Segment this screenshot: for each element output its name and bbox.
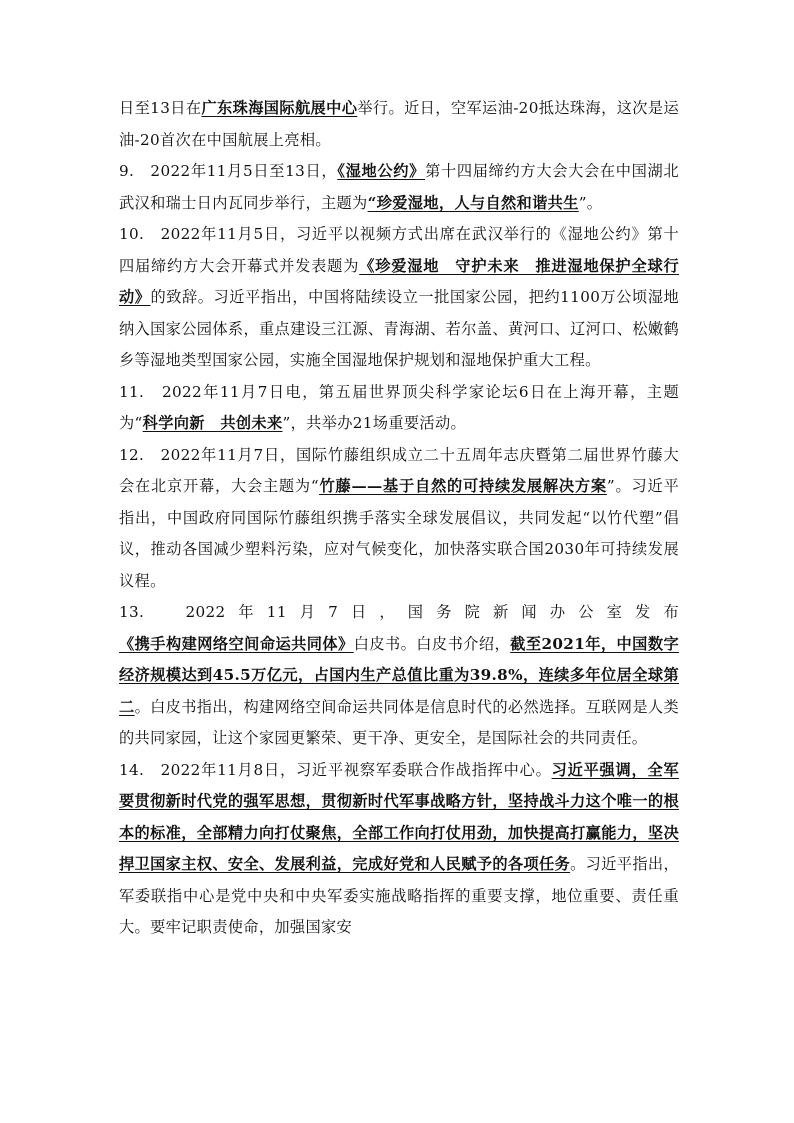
paragraph-0: [119, 93, 679, 156]
body-text: 14. 2022年11月8日，习近平视察军委联合作战指挥中心。: [119, 760, 552, 779]
body-text: 举行。近日，空军运油-20抵达珠海，这次是运油-20首次在中国航展上亮相。: [119, 99, 679, 149]
paragraph-6: [119, 755, 679, 944]
body-text: 11. 2022年11月7日电，第五届世界顶尖科学家论坛6日在上海开幕，主题为“: [119, 382, 679, 432]
body-text: 第十四届缔约方大会大会在中国湖北武汉和瑞士日内瓦同步举行，主题为: [119, 162, 679, 212]
body-text: 12. 2022年11月7日，国际竹藤组织成立二十五周年志庆暨第二届世界竹藤大会在北京开幕，大会主题为“: [119, 445, 679, 495]
body-text: 的致辞。习近平指出，中国将陆续设立一批国家公园，把约1100万公顷湿地纳入国家公园体系，重点建设三江源、青海湖、若尔盖、黄河口、辽河口、松嫩鹤乡等湿地类型国家公园，实施全国湿地保护规划和湿地保护重大工程。: [119, 288, 679, 369]
emphasized-text: 《湿地公约》: [337, 162, 426, 180]
paragraph-1: [119, 156, 679, 219]
paragraph-4: [119, 440, 679, 598]
body-text: ”，共举办21场重要活动。: [282, 414, 467, 432]
emphasized-text: 《携手构建网络空间命运共同体》: [119, 634, 354, 653]
emphasized-text: 竹藤——基于自然的可持续发展解决方案: [319, 477, 607, 495]
paragraph-2: [119, 219, 679, 377]
emphasized-text: “珍爱湿地，人与自然和谐共生: [367, 193, 579, 212]
body-text: 。习近平指出，军委联指中心是党中央和中央军委实施战略指挥的重要支撑，地位重要、责任重大。要牢记职责使命，加强国家安: [119, 855, 679, 936]
emphasized-text: 广东珠海国际航展中心: [201, 99, 358, 117]
body-text: 白皮书。白皮书介绍，: [353, 634, 511, 653]
document-body: [119, 93, 679, 944]
body-text: 10. 2022年11月5日，习近平以视频方式出席在武汉举行的《湿地公约》第十四届缔约方大会开幕式并发表题为: [119, 225, 679, 275]
emphasized-text: 《珍爱湿地 守护未来 推进湿地保护全球行动》: [119, 256, 680, 306]
body-text: 9. 2022年11月5日至13日，: [119, 162, 338, 180]
emphasized-text: 科学向新 共创未来: [142, 414, 283, 432]
emphasized-text: 习近平强调，全军要贯彻新时代党的强军思想，贯彻新时代军事战略方针，坚持战斗力这个唯一的根本的标准，全部精力向打仗聚焦，全部工作向打仗用劲，加快提高打赢能力，坚决捍卫国家主权、安全、发展利益，完成好党和人民赋予的各项任务: [119, 760, 679, 873]
body-text: ”。: [578, 193, 603, 212]
emphasized-text: 截至2021年，中国数字经济规模达到45.5万亿元，占国内生产总值比重为39.8%，连续多年位居全球第二: [119, 634, 680, 716]
body-text: 日至13日在: [119, 99, 202, 117]
paragraph-5: [119, 597, 679, 755]
body-text: 13. 2022年11月7日，国务院新闻办公室发布: [119, 603, 679, 621]
body-text: 。白皮书指出，构建网络空间命运共同体是信息时代的必然选择。互联网是人类的共同家园，让这个家园更繁荣、更干净、更安全，是国际社会的共同责任。: [119, 697, 679, 747]
paragraph-3: [119, 377, 679, 440]
body-text: ”。习近平指出，中国政府同国际竹藤组织携手落实全球发展倡议，共同发起“以竹代塑”倡议，推动各国减少塑料污染，应对气候变化，加快落实联合国2030年可持续发展议程。: [119, 477, 679, 590]
